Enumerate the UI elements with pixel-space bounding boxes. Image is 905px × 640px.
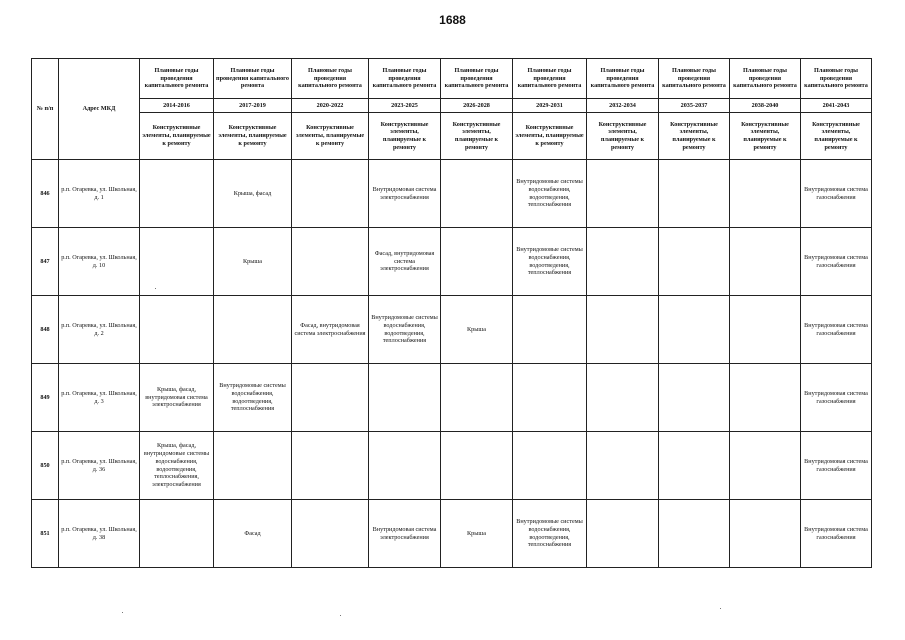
row-period-cell: Фасад, внутридомовая система электроснабжения xyxy=(292,296,369,364)
header-year-range: 2017-2019 xyxy=(214,99,292,113)
row-period-cell xyxy=(292,364,369,432)
header-elements-label: Конструктивные элементы, планируемые к ремонту xyxy=(659,113,730,160)
header-elements-label: Конструктивные элементы, планируемые к ремонту xyxy=(369,113,441,160)
row-period-cell: Фасад xyxy=(214,500,292,568)
row-period-cell xyxy=(587,432,659,500)
scan-speck xyxy=(122,612,123,613)
row-address: р.п. Огаревка, ул. Школьная, д. 1 xyxy=(59,160,140,228)
scan-speck xyxy=(720,608,721,609)
header-year-range: 2029-2031 xyxy=(513,99,587,113)
header-period-label: Плановые годы проведения капитального ремонта xyxy=(659,59,730,99)
header-period-label: Плановые годы проведения капитального ремонта xyxy=(730,59,801,99)
row-address: р.п. Огаревка, ул. Школьная, д. 3 xyxy=(59,364,140,432)
row-period-cell xyxy=(292,432,369,500)
row-period-cell xyxy=(730,228,801,296)
header-elements-label: Конструктивные элементы, планируемые к ремонту xyxy=(140,113,214,160)
table-row xyxy=(32,160,872,228)
row-period-cell xyxy=(369,364,441,432)
header-year-range: 2041-2043 xyxy=(801,99,872,113)
header-row-periods xyxy=(32,59,872,99)
header-year-range: 2023-2025 xyxy=(369,99,441,113)
row-period-cell: Внутридомовая система электроснабжения xyxy=(369,160,441,228)
header-year-range: 2038-2040 xyxy=(730,99,801,113)
row-number: 847 xyxy=(32,228,59,296)
row-period-cell: Внутридомовые системы водоснабжения, водоотведения, теплоснабжения xyxy=(513,500,587,568)
row-period-cell xyxy=(730,500,801,568)
row-period-cell: Внутридомовая система газоснабжения xyxy=(801,228,872,296)
row-period-cell: Внутридомовая система газоснабжения xyxy=(801,432,872,500)
row-period-cell xyxy=(140,296,214,364)
header-elements-label: Конструктивные элементы, планируемые к ремонту xyxy=(801,113,872,160)
header-period-label: Плановые годы проведения капитального ремонта xyxy=(801,59,872,99)
header-elements-label: Конструктивные элементы, планируемые к ремонту xyxy=(441,113,513,160)
row-period-cell xyxy=(292,228,369,296)
row-period-cell xyxy=(441,364,513,432)
row-period-cell xyxy=(513,432,587,500)
header-year-range: 2026-2028 xyxy=(441,99,513,113)
row-period-cell xyxy=(587,160,659,228)
header-year-range: 2032-2034 xyxy=(587,99,659,113)
row-period-cell: Внутридомовая система газоснабжения xyxy=(801,160,872,228)
row-period-cell xyxy=(730,160,801,228)
row-period-cell: Крыша xyxy=(441,296,513,364)
row-number: 850 xyxy=(32,432,59,500)
header-row-elements xyxy=(32,113,872,160)
repair-schedule-table xyxy=(31,58,872,568)
row-period-cell xyxy=(659,296,730,364)
table-row xyxy=(32,364,872,432)
row-address: р.п. Огаревка, ул. Школьная, д. 10 xyxy=(59,228,140,296)
row-period-cell xyxy=(441,160,513,228)
row-period-cell xyxy=(659,364,730,432)
row-period-cell xyxy=(659,432,730,500)
header-period-label: Плановые годы проведения капитального ремонта xyxy=(587,59,659,99)
scan-speck xyxy=(155,288,156,289)
header-period-label: Плановые годы проведения капитального ремонта xyxy=(369,59,441,99)
row-period-cell: Крыша, фасад, внутридомовая система электроснабжения xyxy=(140,364,214,432)
header-row-years xyxy=(32,99,872,113)
table-row xyxy=(32,296,872,364)
row-period-cell: Крыша, фасад xyxy=(214,160,292,228)
row-number: 848 xyxy=(32,296,59,364)
row-period-cell: Внутридомовая система газоснабжения xyxy=(801,296,872,364)
header-period-label: Плановые годы проведения капитального ремонта xyxy=(292,59,369,99)
header-year-range: 2035-2037 xyxy=(659,99,730,113)
row-period-cell: Внутридомовая система газоснабжения xyxy=(801,364,872,432)
table-row xyxy=(32,432,872,500)
table-row xyxy=(32,228,872,296)
row-period-cell xyxy=(140,160,214,228)
row-period-cell xyxy=(659,160,730,228)
row-period-cell xyxy=(214,432,292,500)
header-address: Адрес МКД xyxy=(59,59,140,160)
scan-speck xyxy=(340,615,341,616)
row-period-cell xyxy=(214,296,292,364)
page-number: 1688 xyxy=(439,13,466,27)
row-period-cell xyxy=(369,432,441,500)
row-period-cell xyxy=(587,296,659,364)
row-period-cell: Внутридомовые системы водоснабжения, водоотведения, теплоснабжения xyxy=(513,228,587,296)
row-period-cell: Внутридомовые системы водоснабжения, водоотведения, теплоснабжения xyxy=(369,296,441,364)
row-period-cell: Внутридомовая система газоснабжения xyxy=(801,500,872,568)
row-period-cell xyxy=(140,228,214,296)
row-period-cell xyxy=(730,364,801,432)
header-elements-label: Конструктивные элементы, планируемые к ремонту xyxy=(214,113,292,160)
row-period-cell xyxy=(292,160,369,228)
header-period-label: Плановые годы проведения капитального ремонта xyxy=(140,59,214,99)
row-address: р.п. Огаревка, ул. Школьная, д. 38 xyxy=(59,500,140,568)
header-period-label: Плановые годы проведения капитального ремонта xyxy=(214,59,292,99)
row-period-cell xyxy=(730,432,801,500)
row-period-cell xyxy=(140,500,214,568)
row-address: р.п. Огаревка, ул. Школьная, д. 2 xyxy=(59,296,140,364)
header-num: № п/п xyxy=(32,59,59,160)
header-year-range: 2014-2016 xyxy=(140,99,214,113)
header-elements-label: Конструктивные элементы, планируемые к ремонту xyxy=(730,113,801,160)
header-elements-label: Конструктивные элементы, планируемые к ремонту xyxy=(587,113,659,160)
row-period-cell: Фасад, внутридомовая система электроснабжения xyxy=(369,228,441,296)
row-period-cell: Внутридомовые системы водоснабжения, водоотведения, теплоснабжения xyxy=(214,364,292,432)
row-number: 846 xyxy=(32,160,59,228)
header-elements-label: Конструктивные элементы, планируемые к ремонту xyxy=(513,113,587,160)
row-period-cell xyxy=(659,228,730,296)
row-period-cell: Внутридомовые системы водоснабжения, водоотведения, теплоснабжения xyxy=(513,160,587,228)
header-period-label: Плановые годы проведения капитального ремонта xyxy=(513,59,587,99)
row-number: 851 xyxy=(32,500,59,568)
header-period-label: Плановые годы проведения капитального ремонта xyxy=(441,59,513,99)
row-address: р.п. Огаревка, ул. Школьная, д. 36 xyxy=(59,432,140,500)
row-period-cell xyxy=(587,364,659,432)
row-period-cell xyxy=(513,364,587,432)
row-period-cell: Крыша xyxy=(441,500,513,568)
row-period-cell xyxy=(730,296,801,364)
header-elements-label: Конструктивные элементы, планируемые к ремонту xyxy=(292,113,369,160)
row-period-cell xyxy=(513,296,587,364)
row-period-cell xyxy=(292,500,369,568)
row-period-cell xyxy=(441,432,513,500)
row-period-cell xyxy=(441,228,513,296)
row-period-cell: Внутридомовая система электроснабжения xyxy=(369,500,441,568)
table-row xyxy=(32,500,872,568)
row-period-cell: Крыша xyxy=(214,228,292,296)
header-year-range: 2020-2022 xyxy=(292,99,369,113)
row-period-cell xyxy=(587,228,659,296)
row-period-cell: Крыша, фасад, внутридомовые системы водоснабжения, водоотведения, теплоснабжения, электроснабжения xyxy=(140,432,214,500)
row-period-cell xyxy=(587,500,659,568)
row-number: 849 xyxy=(32,364,59,432)
row-period-cell xyxy=(659,500,730,568)
